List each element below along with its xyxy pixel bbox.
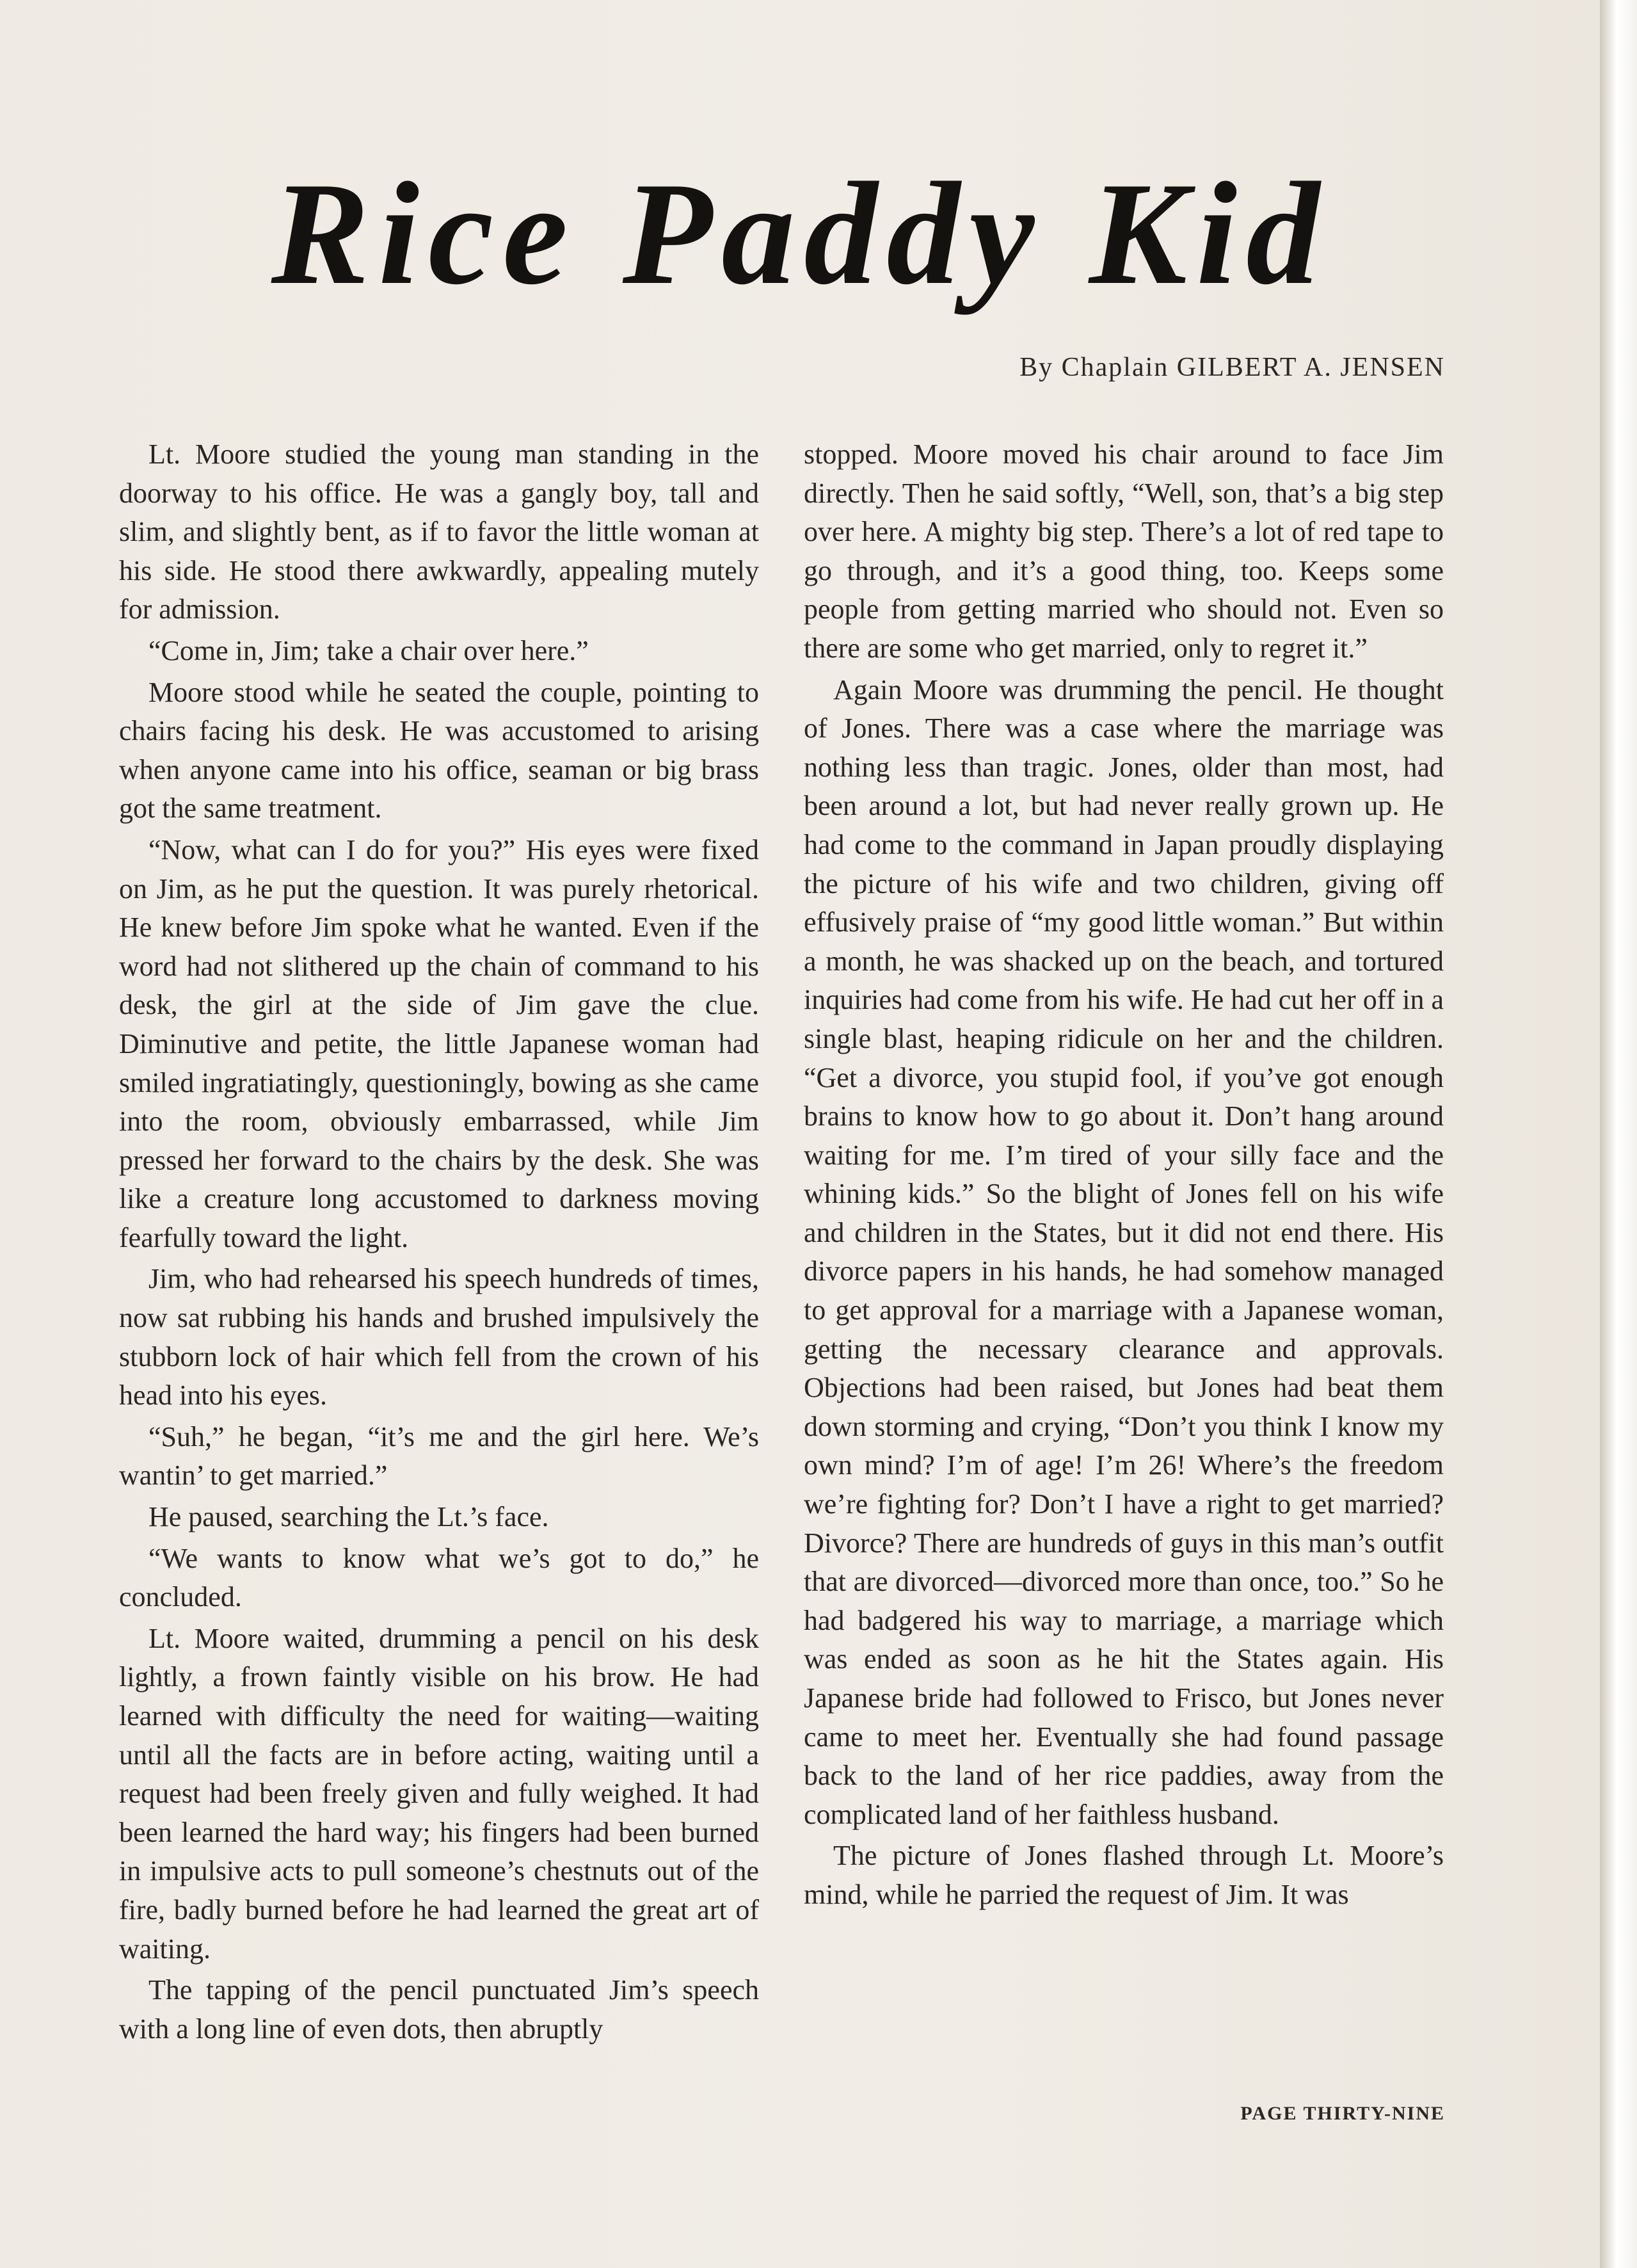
paragraph: The picture of Jones flashed through Lt. Moore’s mind, while he parried the request of Jim. It was xyxy=(804,1840,1444,1910)
article-title: Rice Paddy Kid xyxy=(271,152,1329,315)
paragraph: stopped. Moore moved his chair around to face Jim directly. Then he said softly, “Well, son, that’s a big step over here. A mighty big step. There’s a lot of red tape to go through, and it’s a good thing, too. Keeps some people from getting married who should not. Even so there are some who get married, only to regret it.” xyxy=(804,438,1444,664)
page-number: PAGE THIRTY-NINE xyxy=(1240,2103,1445,2124)
paragraph: “Come in, Jim; take a chair over here.” xyxy=(148,634,589,666)
page-edge xyxy=(1600,0,1637,2268)
left-column xyxy=(119,435,759,2051)
paragraph: “Suh,” he began, “it’s me and the girl here. We’s wantin’ to get married.” xyxy=(119,1420,759,1492)
paragraph: “We wants to know what we’s got to do,” he concluded. xyxy=(119,1542,759,1613)
paragraph: He paused, searching the Lt.’s face. xyxy=(148,1501,549,1533)
paragraph: Jim, who had rehearsed his speech hundreds of times, now sat rubbing his hands and brushed impulsively the stubborn lock of hair which fell from the crown of his head into his eyes. xyxy=(119,1263,759,1411)
paragraph: Moore stood while he seated the couple, pointing to chairs facing his desk. He was accustomed to arising when anyone came into his office, seaman or big brass got the same treatment. xyxy=(119,676,759,824)
paragraph: Again Moore was drumming the pencil. He thought of Jones. There was a case where the marriage was nothing less than tragic. Jones, older than most, had been around a lot, but had never really grown up. He had come to the command in Japan proudly displaying the picture of his wife and two children, giving off effusively praise of “my good little woman.” But within a month, he was shacked up on the beach, and tortured inquiries had come from his wife. He had cut her off in a single blast, heaping ridicule on her and the children. “Get a divorce, you stupid fool, if you’ve got enough brains to know how to go about it. Don’t hang around waiting for me. I’m tired of your silly face and the whining kids.” So the blight of Jones fell on his wife and children in the States, but it did not end there. His divorce papers in his hands, he had somehow managed to get approval for a marriage with a Japanese woman, getting the necessary clearance and approvals. Objections had been raised, but Jones had beat them down storming and crying, “Don’t you think I know my own mind? I’m of age! I’m 26! Where’s the freedom we’re fighting for? Don’t I have a right to get married? Divorce? There are hundreds of guys in this man’s outfit that are divorced—divorced more than once, too.” So he had badgered his way to marriage, a marriage which was ended as soon as he hit the States again. His Japanese bride had followed to Frisco, but Jones never came to meet her. Eventually she had found passage back to the land of her rice paddies, away from the complicated land of her faithless husband. xyxy=(804,673,1444,1830)
paragraph: “Now, what can I do for you?” His eyes were fixed on Jim, as he put the question. It was purely rhetorical. He knew before Jim spoke what he wanted. Even if the word had not slithered up the chain of command to his desk, the girl at the side of Jim gave the clue. Diminutive and petite, the little Japanese woman had smiled ingratiatingly, questioningly, bowing as she came into the room, obviously embarrassed, while Jim pressed her forward to the chairs by the desk. She was like a creature long accustomed to darkness moving fearfully toward the light. xyxy=(119,833,759,1253)
paragraph: Lt. Moore studied the young man standing in the doorway to his office. He was a gangly boy, tall and slim, and slightly bent, as if to favor the little woman at his side. He stood there awkwardly, appealing mutely for admission. xyxy=(119,438,759,625)
paragraph: The tapping of the pencil punctuated Jim’s speech with a long line of even dots, then abruptly xyxy=(119,1974,759,2045)
paragraph: Lt. Moore waited, drumming a pencil on his desk lightly, a frown faintly visible on his brow. He had learned with difficulty the need for waiting—waiting until all the facts are in before acting, waiting until a request had been freely given and fully weighed. It had been learned the hard way; his fingers had been burned in impulsive acts to pull someone’s chestnuts out of the fire, badly burned before he had learned the great art of waiting. xyxy=(119,1622,759,1965)
byline: By Chaplain GILBERT A. JENSEN xyxy=(1019,353,1445,382)
right-column xyxy=(804,435,1444,1917)
